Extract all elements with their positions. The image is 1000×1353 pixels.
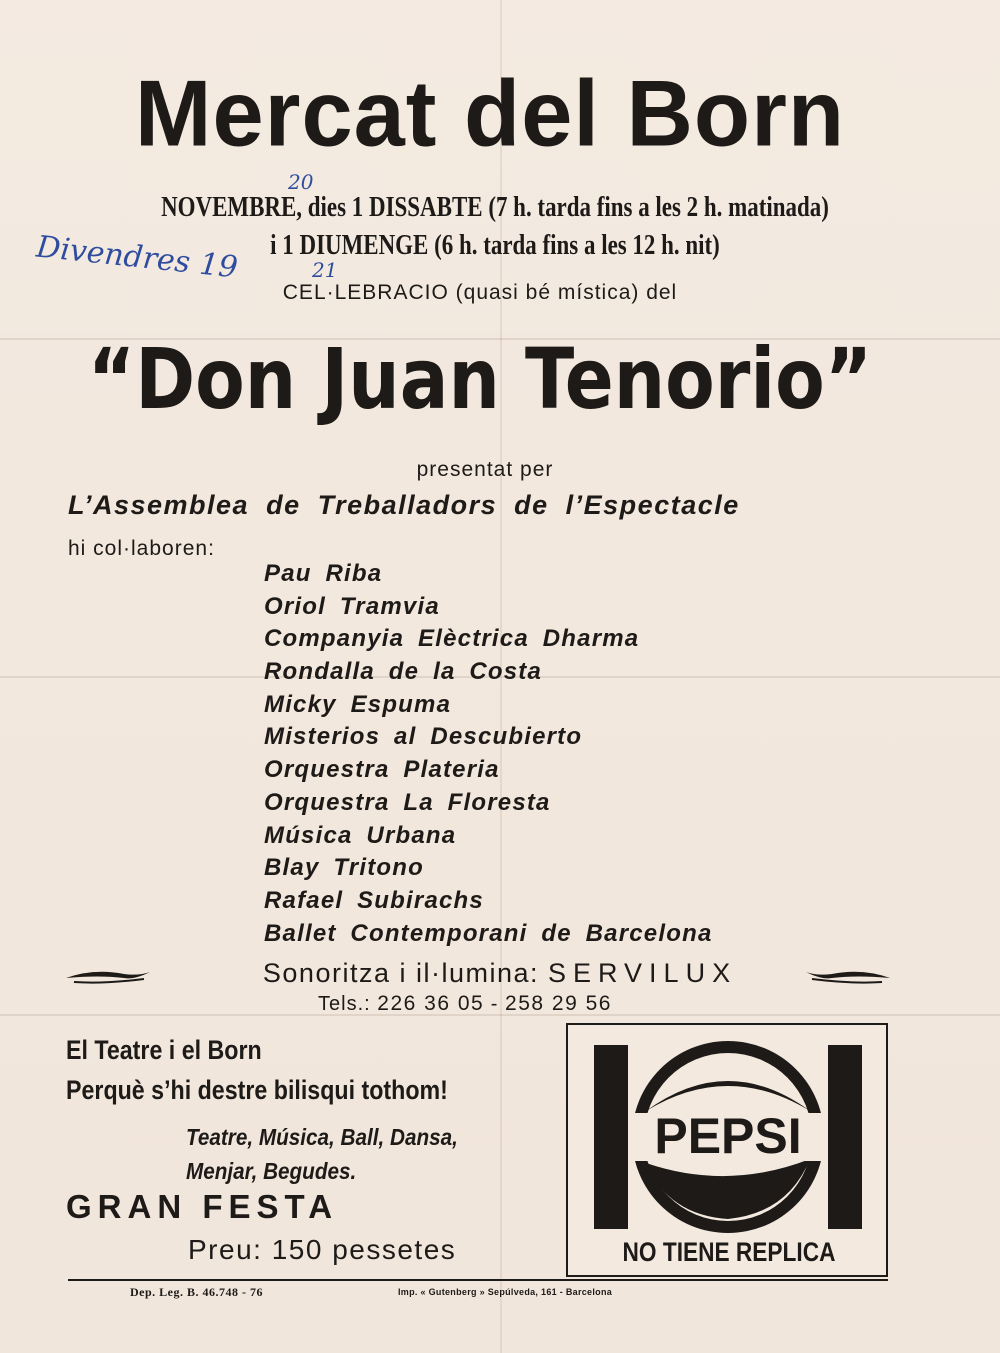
collaborators-list <box>264 558 713 950</box>
pepsi-tagline: NO TIENE REPLICA <box>622 1237 836 1267</box>
celebration-line: CEL·LEBRACIO (quasi bé mística) del <box>282 281 678 304</box>
list-item: Rondalla de la Costa <box>264 658 543 686</box>
pepsi-wordmark: PEPSI <box>654 1108 802 1164</box>
handwritten-note-divendres: Divendres 19 <box>34 229 240 286</box>
list-item: Rafael Subirachs <box>264 886 484 914</box>
phone-separator: - <box>490 993 499 1015</box>
show-title: “Don Juan Tenorio” <box>87 330 873 428</box>
list-item: Ballet Contemporani de Barcelona <box>264 919 713 947</box>
slogan-line-2: Perquè s’hi destre bilisqui tothom! <box>66 1075 448 1105</box>
slogan-line-1: El Teatre i el Born <box>66 1035 262 1065</box>
right-swash-ornament <box>804 966 892 988</box>
sound-company: SERVILUX <box>548 958 738 988</box>
dates-line-2: i 1 DIUMENGE (6 h. tarda fins a les 12 h. nit) <box>270 230 720 261</box>
footer-rule <box>68 1279 888 1281</box>
presenter-name: L’Assemblea de Treballadors de l’Espectacle <box>68 490 740 520</box>
phone-line <box>0 992 930 1016</box>
pepsi-logo <box>588 1041 868 1237</box>
sound-label: Sonoritza i il·lumina: <box>262 958 539 988</box>
phone-number: 226 36 05 <box>377 992 485 1015</box>
activities-line-1: Teatre, Música, Ball, Dansa, <box>186 1124 458 1150</box>
price: Preu: 150 pessetes <box>188 1234 457 1265</box>
festa-heading: GRAN FESTA <box>66 1188 339 1225</box>
legal-deposit: Dep. Leg. B. 46.748 - 76 <box>130 1285 263 1299</box>
list-item: Orquestra Plateria <box>264 756 500 784</box>
phone-number: 258 29 56 <box>505 992 612 1015</box>
list-item: Oriol Tramvia <box>264 592 440 620</box>
list-item: Música Urbana <box>264 821 457 849</box>
presented-by-label: presentat per <box>416 458 554 481</box>
list-item: Misterios al Descubierto <box>264 723 583 751</box>
venue-title: Mercat del Born <box>134 61 846 167</box>
list-item: Micky Espuma <box>264 690 452 718</box>
dates-line-1: NOVEMBRE, dies 1 DISSABTE (7 h. tarda fins a les 2 h. matinada) <box>161 192 829 223</box>
handwritten-note-20: 20 <box>288 170 314 194</box>
printer-imprint: Imp. « Gutenberg » Sepúlveda, 161 - Barcelona <box>398 1287 613 1297</box>
collaborators-label: hi col·laboren: <box>68 537 215 560</box>
list-item: Orquestra La Floresta <box>264 788 551 816</box>
list-item: Pau Riba <box>264 560 383 587</box>
list-item: Companyia Elèctrica Dharma <box>264 625 640 653</box>
activities <box>186 1120 458 1188</box>
activities-line-2: Menjar, Begudes. <box>186 1158 357 1184</box>
handwritten-note-21: 21 <box>312 258 338 282</box>
list-item: Blay Tritono <box>264 854 424 882</box>
tels-label: Tels.: <box>318 993 371 1015</box>
pepsi-advert <box>566 1023 888 1277</box>
